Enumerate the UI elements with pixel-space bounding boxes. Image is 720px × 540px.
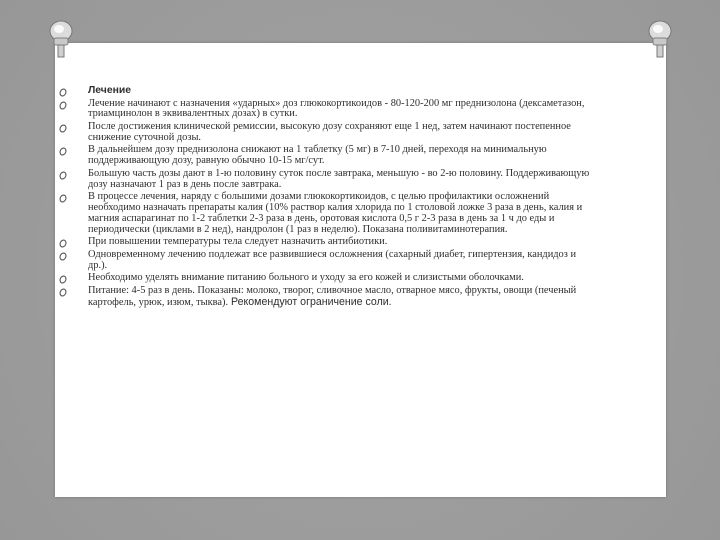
oval-outline-bullet-icon <box>58 101 68 110</box>
list-item-text-recommendation: Рекомендуют ограничение соли. <box>228 295 392 308</box>
oval-outline-bullet-icon <box>58 147 68 156</box>
oval-outline-bullet-icon <box>58 288 68 297</box>
slide-heading: Лечение <box>88 85 132 96</box>
oval-outline-bullet-icon <box>58 252 68 261</box>
list-item <box>56 169 592 191</box>
list-item <box>56 250 592 272</box>
list-item <box>56 237 592 248</box>
list-item-text: Большую часть дозы дают в 1-ю половину суток после завтрака, меньшую - во 2-ю половину. Поддерживающую дозу назначают 1 раз в день после завтрака. <box>88 167 590 190</box>
list-item <box>56 86 592 97</box>
oval-outline-bullet-icon <box>58 88 68 97</box>
list-item-text: В процессе лечения, наряду с большими дозами глюкокортикоидов, с целью профилактики осложнений необходимо назначать препараты калия (10% раствор калия хлорида по 1 столовой ложке 3 раза в день, калия и магния аспарагинат по 1-2 таблетки 2-3 раза в день, оротовая кислота 0,5 г 2-3 раза в день за 1 ч до еды и периодически (циклами в 2 нед), нандролон (1 раз в неделю). Показана поливитаминотерапия. <box>88 191 583 235</box>
push-pin-icon <box>647 20 673 60</box>
list-item-text: В дальнейшем дозу преднизолона снижают на 1 таблетку (5 мг) в 7-10 дней, переходя на минимальную поддерживающую дозу, равную обычно 10-15 мг/сут. <box>88 144 547 167</box>
list-item-text: Питание: 4-5 раз в день. Показаны: молоко, творог, сливочное масло, отварное мясо, фрукты, овощи (печеный картофель, урюк, изюм, тыква). <box>88 284 577 308</box>
list-item-text: При повышении температуры тела следует назначить антибиотики. <box>88 236 388 248</box>
oval-outline-bullet-icon <box>58 239 68 248</box>
list-item <box>56 192 592 236</box>
oval-outline-bullet-icon <box>58 275 68 284</box>
push-pin-icon <box>48 20 74 60</box>
oval-outline-bullet-icon <box>58 124 68 133</box>
list-item <box>56 122 592 144</box>
list-item-text: Лечение начинают с назначения «ударных» доз глюкокортикоидов - 80-120-200 мг преднизолона (дексаметазон, триамцинолон в эквивалентных дозах) в сутки. <box>88 97 585 120</box>
list-item-text: Необходимо уделять внимание питанию больного и уходу за его кожей и слизистыми оболочками. <box>88 272 524 284</box>
list-item <box>56 286 592 309</box>
oval-outline-bullet-icon <box>58 171 68 180</box>
list-item-text: Одновременному лечению подлежат все развившиеся осложнения (сахарный диабет, гипертензия, кандидоз и др.). <box>88 248 577 271</box>
bullet-list <box>56 86 592 309</box>
list-item <box>56 273 592 284</box>
list-item <box>56 145 592 167</box>
oval-outline-bullet-icon <box>58 194 68 203</box>
slide-content <box>56 86 592 310</box>
list-item <box>56 99 592 121</box>
list-item-text: После достижения клинической ремиссии, высокую дозу сохраняют еще 1 нед, затем начинают постепенное снижение суточной дозы. <box>88 120 571 143</box>
